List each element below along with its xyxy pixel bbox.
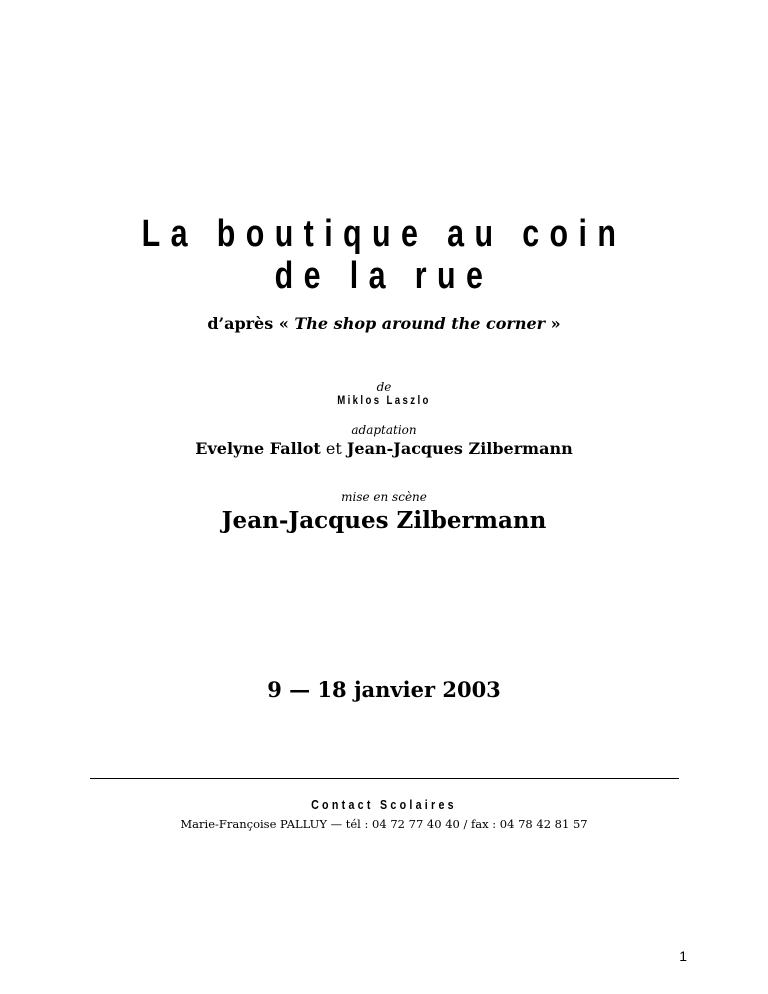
- author-name: Miklos Laszlo: [337, 393, 431, 407]
- subtitle-prefix: d’après «: [207, 314, 295, 333]
- adaptation-label: adaptation: [351, 423, 417, 437]
- adapter-1: Evelyne Fallot: [195, 439, 321, 458]
- subtitle: [0, 314, 768, 333]
- contact-details: Marie-Françoise PALLUY — tél : 04 72 77 40 40 / fax : 04 78 42 81 57: [180, 817, 588, 831]
- contact-title: Contact Scolaires: [311, 797, 457, 812]
- subtitle-work: The shop around the corner: [294, 314, 546, 333]
- horizontal-divider: [90, 778, 679, 779]
- subtitle-suffix: »: [545, 314, 561, 333]
- direction-label: mise en scène: [341, 490, 427, 504]
- adapters-line: [0, 439, 768, 458]
- director-name: Jean-Jacques Zilbermann: [221, 507, 547, 534]
- title-line-2: de la rue: [274, 255, 494, 297]
- performance-dates: 9 — 18 janvier 2003: [267, 677, 501, 702]
- page-number: 1: [679, 948, 687, 964]
- title-line-1: La boutique au coin: [141, 213, 627, 255]
- adapter-conjunction: et: [320, 439, 347, 458]
- author-label: de: [376, 380, 392, 394]
- adapter-2: Jean-Jacques Zilbermann: [346, 439, 573, 458]
